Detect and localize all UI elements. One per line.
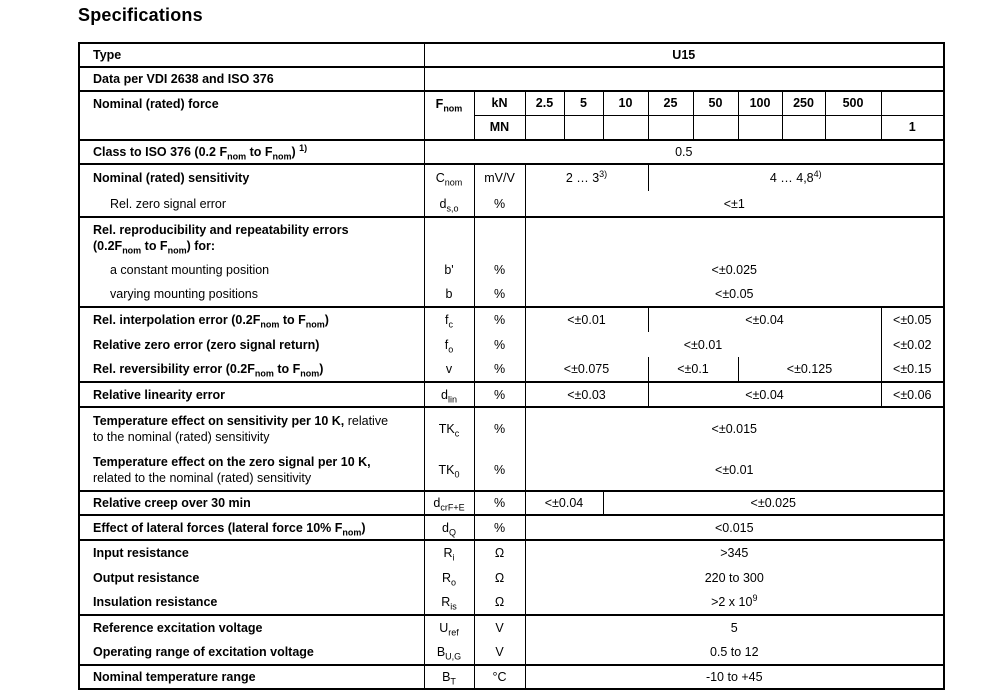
spec-label: varying mounting positions [79, 282, 424, 307]
spec-value: 0.5 [424, 140, 944, 164]
row-creep [79, 491, 944, 515]
row-type [79, 43, 944, 67]
spec-value: <±0.05 [881, 307, 944, 332]
row-lateral-forces [79, 515, 944, 540]
spec-symbol: $R_o$ [424, 565, 474, 590]
spec-symbol: $d_{crF+E}$ [424, 491, 474, 515]
spec-value [525, 217, 944, 257]
spec-value: <±0.015 [525, 407, 944, 449]
row-varying-mounting-positions [79, 282, 944, 307]
spec-symbol: $F_{nom}$ [424, 91, 474, 140]
row-reference-excitation-voltage [79, 615, 944, 640]
spec-label: Relative zero error (zero signal return) [79, 332, 424, 357]
spec-label: Data per VDI 2638 and ISO 376 [79, 67, 424, 91]
spec-unit: % [474, 257, 525, 282]
spec-value: <±0.025 [711, 262, 757, 277]
row-nominal-temperature-range [79, 665, 944, 689]
spec-symbol: $TK_c$ [424, 407, 474, 449]
spec-value: >2 x $10^9$ [711, 592, 758, 609]
spec-label: Nominal temperature range [79, 665, 424, 689]
spec-value: <±0.125 [738, 357, 881, 382]
row-input-resistance [79, 540, 944, 565]
spec-label: Temperature effect on the zero signal per 10 K, related to the nominal (rated) sensitivity [79, 449, 424, 491]
spec-symbol: b' [424, 257, 474, 282]
spec-unit [474, 217, 525, 257]
spec-label: Rel. reversibility error ($0.2F_{nom}$ to $F_{nom}$) [79, 357, 424, 382]
spec-label: Rel. zero signal error [79, 191, 424, 217]
row-relative-zero-error [79, 332, 944, 357]
spec-label: Nominal (rated) sensitivity [79, 164, 424, 191]
spec-value: <±0.04 [648, 382, 881, 407]
spec-unit: °C [474, 665, 525, 689]
spec-value: 220 to 300 [704, 570, 764, 585]
spec-unit: mV/V [474, 164, 525, 191]
spec-symbol: v [424, 357, 474, 382]
spec-unit: Ω [474, 565, 525, 590]
spec-label: Nominal (rated) force [79, 91, 424, 140]
spec-value: <±0.15 [881, 357, 944, 382]
force-step: 10 [603, 91, 648, 115]
spec-value: <±0.01 [683, 337, 723, 352]
spec-symbol: $R_i$ [424, 540, 474, 565]
spec-value: 2 … 3$^{3)}$ [525, 164, 648, 191]
force-step: 5 [564, 91, 603, 115]
row-rel-zero-signal-error [79, 191, 944, 217]
spec-symbol: $f_o$ [424, 332, 474, 357]
force-step: 25 [648, 91, 693, 115]
spec-value: <±0.03 [525, 382, 648, 407]
spec-symbol: $U_{ref}$ [424, 615, 474, 640]
row-reproducibility-header [79, 217, 944, 257]
spec-value: <±0.02 [881, 332, 944, 357]
spec-label: Insulation resistance [79, 590, 424, 615]
row-vdi-standard [79, 67, 944, 91]
spec-value: <±0.075 [563, 362, 610, 376]
spec-value: 5 [525, 615, 944, 640]
force-step-mn: 1 [881, 115, 944, 140]
row-nominal-force-kn [79, 91, 944, 115]
product-name: U15 [424, 43, 944, 67]
spec-unit: % [474, 515, 525, 540]
spec-value: <0.015 [525, 515, 944, 540]
spec-unit: MN [474, 115, 525, 140]
spec-value: <±1 [723, 196, 745, 211]
spec-label: Reference excitation voltage [79, 615, 424, 640]
force-step: 250 [782, 91, 825, 115]
row-temp-effect-sensitivity [79, 407, 944, 449]
spec-unit: % [474, 332, 525, 357]
row-insulation-resistance [79, 590, 944, 615]
spec-symbol: $f_c$ [424, 307, 474, 332]
force-step [881, 91, 944, 115]
force-step: 50 [693, 91, 738, 115]
row-linearity-error [79, 382, 944, 407]
spec-unit: Ω [474, 590, 525, 615]
spec-label: Type [79, 43, 424, 67]
force-step: 100 [738, 91, 782, 115]
spec-unit: % [474, 282, 525, 307]
spec-value [424, 67, 944, 91]
spec-value: <±0.025 [603, 491, 944, 515]
spec-value: -10 to +45 [525, 665, 944, 689]
spec-unit: % [474, 307, 525, 332]
row-interpolation-error [79, 307, 944, 332]
spec-value: 0.5 to 12 [709, 645, 759, 659]
spec-unit: V [474, 615, 525, 640]
spec-label: Rel. reproducibility and repeatability errors ($0.2F_{nom}$ to $F_{nom}$) for: [79, 217, 424, 257]
spec-unit: % [474, 407, 525, 449]
spec-unit: % [474, 191, 525, 217]
spec-label: Operating range of excitation voltage [79, 640, 424, 665]
spec-symbol: $TK_0$ [424, 449, 474, 491]
spec-value: <±0.05 [715, 287, 754, 301]
spec-value: 4 … 4,8$^{4)}$ [648, 164, 944, 191]
spec-unit: % [474, 357, 525, 382]
row-constant-mounting-position [79, 257, 944, 282]
spec-value: <±0.04 [648, 307, 881, 332]
spec-value: <±0.01 [525, 307, 648, 332]
force-step: 2.5 [525, 91, 564, 115]
spec-value: <±0.04 [525, 491, 603, 515]
spec-value: <±0.1 [648, 357, 738, 382]
spec-symbol: $B_{U,G}$ [424, 640, 474, 665]
spec-value: <±0.01 [715, 462, 754, 477]
specifications-table [78, 42, 945, 690]
spec-label: Class to ISO 376 (0.2 $F_{nom}$ to $F_{nom}$) $^{1)}$ [79, 140, 424, 164]
spec-label: Input resistance [79, 540, 424, 565]
spec-value: >345 [525, 540, 944, 565]
spec-unit: kN [474, 91, 525, 115]
row-iso-class [79, 140, 944, 164]
spec-symbol: $B_T$ [424, 665, 474, 689]
spec-symbol: $R_{is}$ [424, 590, 474, 615]
spec-value: <±0.06 [881, 382, 944, 407]
spec-symbol [424, 217, 474, 257]
spec-symbol: $C_{nom}$ [424, 164, 474, 191]
row-nominal-sensitivity [79, 164, 944, 191]
row-reversibility-error [79, 357, 944, 382]
spec-label: Relative creep over 30 min [79, 491, 424, 515]
spec-unit: Ω [474, 540, 525, 565]
spec-label: Temperature effect on sensitivity per 10 K, relative to the nominal (rated) sensitivity [79, 407, 424, 449]
spec-symbol: $d_Q$ [424, 515, 474, 540]
row-temp-effect-zero-signal [79, 449, 944, 491]
row-output-resistance [79, 565, 944, 590]
spec-unit: % [474, 449, 525, 491]
spec-label: a constant mounting position [79, 257, 424, 282]
row-operating-range-excitation [79, 640, 944, 665]
spec-label: Rel. interpolation error ($0.2F_{nom}$ to $F_{nom}$) [79, 307, 424, 332]
spec-label: Relative linearity error [79, 382, 424, 407]
spec-label: Output resistance [79, 565, 424, 590]
spec-symbol: b [424, 282, 474, 307]
spec-label: Effect of lateral forces (lateral force 10% $F_{nom}$) [79, 515, 424, 540]
spec-symbol: $d_{s,o}$ [424, 191, 474, 217]
force-step: 500 [825, 91, 881, 115]
spec-unit: V [474, 640, 525, 665]
page-title: Specifications [78, 5, 203, 25]
spec-symbol: $d_{lin}$ [424, 382, 474, 407]
spec-unit: % [474, 491, 525, 515]
spec-unit: % [474, 382, 525, 407]
